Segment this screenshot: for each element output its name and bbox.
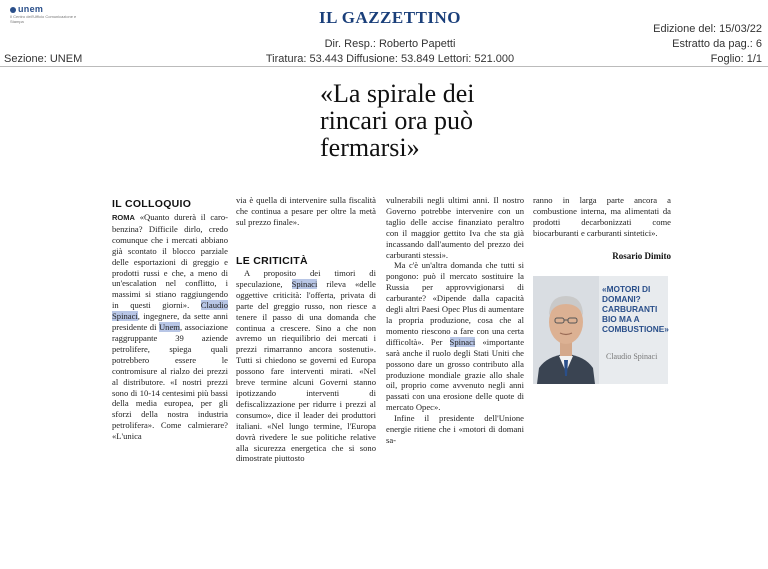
- edition-date: Edizione del: 15/03/22: [653, 23, 762, 35]
- pull-quote-text: «MOTORI DI DOMANI? CARBURANTI BIO MA A COMBUSTIONE»: [602, 284, 669, 334]
- unem-logo: [4, 4, 94, 28]
- text-run: rileva «delle oggettive criticità: l'offerta, privata di parte del greggio russo, non riesce a tenere il passo di una domanda che continua a crescere. Sino a che non avremo un riequilibrio dei mercati i prezzi rimarranno ancora sostenuti». Tutti si chiedono se governi ed Europa possono fare interventi mirati. «Nel breve termine alcuni Governi stanno ipotizzando interventi di defiscalizzazione per ridurre i prezzi al consumo», dice il leader dei produttori italiani. «Nel lungo termine, l'Europa dovrà rivedere le sue politiche relative alla sicurezza energetica che si sono dimostrate piuttosto: [236, 278, 377, 464]
- logo-dot-icon: [10, 7, 16, 13]
- highlight-name: Spinaci: [291, 278, 318, 289]
- logo-tagline: Il Centro dell'Ufficio Comunicazione e Stampa: [10, 14, 77, 24]
- sheet-number: Foglio: 1/1: [710, 53, 762, 65]
- text-run: , ingegnere, da sette anni presidente di: [112, 311, 228, 333]
- extract-page: Estratto da pag.: 6: [672, 38, 762, 50]
- paragraph: ranno in larga parte ancora a combustione interna, ma alimentati da prodotti decarbonizzati come biocarburanti e carburanti sintetici».: [533, 195, 671, 238]
- highlight-name: Claudio Spinaci: [112, 300, 228, 322]
- pull-quote-name: Claudio Spinaci: [606, 352, 658, 361]
- circulation-line: Tiratura: 53.443 Diffusione: 53.849 Lettori: 521.000: [265, 53, 515, 65]
- article-column-2: [236, 268, 376, 464]
- author-byline: Rosario Dimito: [612, 251, 671, 261]
- highlight-name: Spinaci: [449, 336, 476, 347]
- paragraph: [386, 260, 524, 413]
- paragraph: [236, 268, 376, 464]
- text-run: «importante sarà anche il ruolo degli Stati Uniti che possono dare un grosso contributo alla produzione mondiale grazie allo shale oil, proprio come avvenuto negli anni passati con una erosione delle quote di mercato Opec».: [386, 336, 525, 413]
- kicker-criticita: LE CRITICITÀ: [236, 255, 308, 267]
- director-line: Dir. Resp.: Roberto Papetti: [324, 38, 456, 50]
- header-divider: [0, 66, 768, 67]
- article-column-3: [386, 195, 524, 446]
- article-column-2-top: [236, 195, 376, 228]
- logo-brand: unem: [18, 4, 44, 14]
- paragraph: via è quella di intervenire sulla fiscalità che continua a pesare per oltre la metà sul prezzo finale».: [236, 195, 376, 227]
- article-column-4: [533, 195, 671, 239]
- text-run: «Quanto durerà il caro-benzina? Difficile dirlo, credo comunque che i mercati abbiano già scontato il blocco parziale delle esportazioni di greggio e prodotti russi e che, a meno di un'escalation nel conflitto, i massimi si stiano raggiungendo in questi giorni».: [112, 212, 228, 311]
- paragraph: vulnerabili negli ultimi anni. Il nostro Governo potrebbe intervenire con un taglio delle accise finanziato peraltro con il maggior gettito Iva che sta già incassando dall'aumento del prezzo dei carburanti stessi».: [386, 195, 524, 260]
- text-run: Ma c'è un'altra domanda che tutti si pongono: può il mercato sostituire la Russia per approvvigionarsi di carburante? «Dipende dalla capacità degli altri Paesi Opec Plus di aumentare la propria produzione, cosa che al momento riescono a fare con una certa difficoltà». Per: [386, 260, 524, 347]
- article-column-1: [112, 212, 228, 442]
- text-run: , associazione raggruppante 39 aziende petrolifere, spiega quali potrebbero essere le contromisure al rialzo dei prezzi al distributore. «I nostri prezzi sono di 10-14 centesimi più bassi della media europea, per gli sforzi della nostra industria petrolifera». Come calmierare? «L'unica: [112, 322, 228, 442]
- kicker-colloquio: IL COLLOQUIO: [112, 198, 192, 210]
- paragraph: [112, 212, 228, 442]
- article-headline: «La spirale dei rincari ora può fermarsi»: [320, 79, 475, 162]
- newspaper-masthead: IL GAZZETTINO: [318, 8, 462, 27]
- portrait-photo: [533, 276, 599, 384]
- section-label: Sezione: UNEM: [4, 53, 83, 65]
- highlight-org: Unem: [158, 322, 180, 333]
- dateline: ROMA: [112, 213, 135, 222]
- paragraph: Infine il presidente dell'Unione energie ritiene che i «motori di domani sa-: [386, 413, 524, 445]
- text-run: A proposito dei timori di speculazione,: [236, 268, 376, 289]
